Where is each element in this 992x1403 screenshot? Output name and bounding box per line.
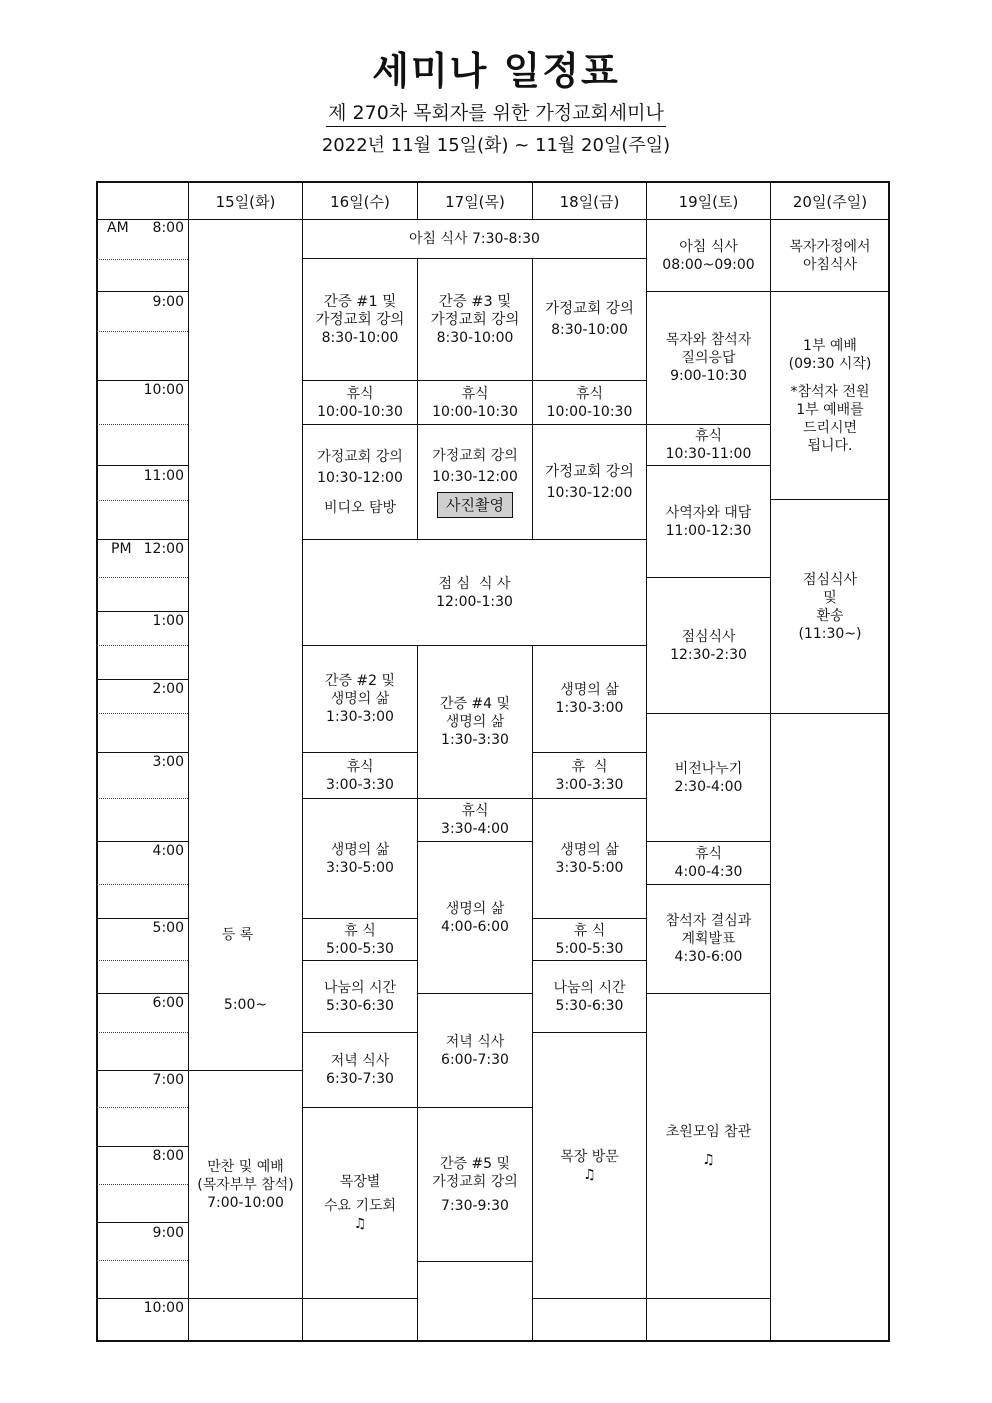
row-dotted-line (97, 1184, 188, 1185)
page-title: 세미나 일정표 (372, 49, 620, 93)
d17-s3-time: 1:30-3:30 (441, 732, 509, 748)
time-label: 9:00 (152, 1225, 184, 1241)
d19-s2-title: 사역자와 대담 (665, 504, 752, 521)
d16-s1-title1: 간증 #1 및 (323, 293, 397, 310)
music-icon: ♫ (583, 1166, 596, 1183)
welcome-dinner-label: 만찬 및 예배 (207, 1158, 284, 1175)
d16-break2-label: 휴식 (346, 758, 374, 775)
d17-s2-time: 10:30-12:00 (432, 468, 518, 485)
time-label: 8:00 (152, 220, 184, 236)
d19-session3 (647, 714, 770, 841)
d19-s2-time: 11:00-12:30 (665, 522, 752, 539)
row-line (302, 1298, 417, 1299)
d16-s3-time: 1:30-3:00 (326, 709, 394, 725)
d17-break2 (418, 799, 532, 841)
d17-s4-title: 생명의 삶 (445, 900, 505, 917)
d17-s4-time: 4:00-6:00 (441, 918, 509, 935)
d16-break1-label: 휴식 (346, 385, 374, 402)
row-line (646, 1298, 770, 1299)
row-dotted-line (97, 259, 188, 260)
d19-break1-time: 10:30-11:00 (665, 446, 752, 462)
d16-break3-label: 휴 식 (344, 922, 376, 939)
d18-cell-visit (533, 1033, 646, 1298)
d19-s3-time: 2:30-4:00 (674, 778, 743, 795)
d16-prayer (303, 1108, 417, 1298)
time-label: 4:00 (152, 843, 184, 859)
time-label: 3:00 (152, 754, 184, 770)
d16-s4-time: 3:30-5:00 (326, 859, 394, 876)
d16-session4 (303, 799, 417, 918)
d18-s4-title: 생명의 삶 (560, 841, 619, 858)
row-dotted-line (97, 884, 188, 885)
d16-sharing (303, 961, 417, 1032)
d18-s2-time: 10:30-12:00 (546, 484, 633, 501)
row-dotted-line (97, 500, 188, 501)
d20-worship-title: 1부 예배 (803, 337, 857, 354)
time-label: 1:00 (152, 613, 184, 629)
d18-s4-time: 3:30-5:00 (555, 859, 624, 876)
d19-s3-title: 비전나누기 (674, 760, 743, 777)
d20-lunch-l4: (11:30~) (798, 625, 862, 642)
d18-break2-time: 3:00-3:30 (555, 776, 624, 793)
time-label: 5:00 (152, 920, 184, 936)
d18-s2-title: 가정교회 강의 (545, 463, 634, 480)
d19-session2 (647, 466, 770, 577)
d18-break3-time: 5:00-5:30 (555, 940, 624, 957)
welcome-dinner-note: (목자부부 참석) (197, 1176, 294, 1193)
d18-s6-title: 목장 방문 (560, 1148, 619, 1165)
d16-session2 (303, 425, 417, 539)
d18-session4 (533, 799, 646, 918)
d16-s4-title: 생명의 삶 (330, 841, 390, 858)
d17-break1 (418, 381, 532, 424)
row-dotted-line (97, 1032, 188, 1033)
d16-s3-title2: 생명의 삶 (330, 691, 390, 707)
d20-note-2: 1부 예배를 (796, 401, 864, 418)
day-header-16: 16일(수) (330, 192, 390, 211)
time-label: 8:00 (152, 1148, 184, 1164)
d19-break2-time: 4:00-4:30 (674, 864, 743, 880)
d16-s5-title: 나눔의 시간 (323, 979, 397, 996)
d17-session4 (418, 842, 532, 993)
d20-breakfast-label1: 목자가정에서 (789, 238, 871, 255)
d19-break2 (647, 842, 770, 884)
d20-worship-time: (09:30 시작) (788, 355, 872, 372)
row-dotted-line (97, 1260, 188, 1261)
d18-break3-label: 휴 식 (573, 922, 606, 939)
row-line (97, 1298, 188, 1299)
d17-s3-title2: 생명의 삶 (445, 714, 505, 730)
music-icon: ♫ (702, 1152, 715, 1168)
d16-break3-time: 5:00-5:30 (326, 940, 394, 957)
d18-sharing (533, 961, 646, 1032)
row-dotted-line (97, 713, 188, 714)
d17-s3-title1: 간증 #4 및 (439, 696, 511, 712)
d18-session2 (533, 425, 646, 539)
music-icon: ♫ (353, 1216, 367, 1232)
d19-breakfast (647, 220, 770, 291)
d18-break2 (533, 753, 646, 798)
registration-cell (189, 900, 302, 1040)
row-line (97, 380, 188, 381)
photo-session-badge: 사진촬영 (437, 492, 513, 518)
date-range: 2022년 11월 15일(화) ~ 11월 20일(주일) (321, 135, 671, 156)
d20-breakfast-label2: 아침식사 (802, 256, 858, 273)
d20-breakfast (771, 220, 889, 291)
d19-s1-title1: 목자와 참석자 (665, 332, 752, 348)
row-line (97, 841, 188, 842)
d16-s2-time: 10:30-12:00 (317, 469, 403, 486)
lunch-cell (303, 540, 646, 645)
row-dotted-line (97, 577, 188, 578)
day-header-19: 19일(토) (678, 192, 739, 211)
d20-worship (771, 292, 889, 499)
d17-s1-time: 8:30-10:00 (436, 329, 514, 346)
row-line (188, 1298, 302, 1299)
d16-dinner (303, 1033, 417, 1107)
d20-lunch-l2: 및 (823, 589, 837, 606)
d16-s1-title2: 가정교회 강의 (315, 311, 405, 328)
d16-break3 (303, 919, 417, 960)
subtitle-text: 제 270차 목회자를 위한 가정교회세미나 (326, 102, 666, 127)
d18-session3 (533, 646, 646, 752)
lunch-label: 점 심 식 사 (438, 575, 511, 592)
d18-s3-title: 생명의 삶 (560, 682, 619, 698)
d19-s5-title: 초원모임 참관 (665, 1124, 752, 1140)
d19-break1-label: 휴식 (694, 428, 723, 444)
d18-break1 (533, 381, 646, 424)
d19-breakfast-time: 08:00~09:00 (662, 256, 755, 273)
time-label: 9:00 (152, 294, 184, 310)
d18-break1-label: 휴식 (575, 385, 604, 402)
time-label: 11:00 (143, 468, 184, 484)
d18-s3-time: 1:30-3:00 (555, 700, 624, 716)
row-dotted-line (97, 331, 188, 332)
d19-lunch (647, 578, 770, 713)
d20-note-4: 됩니다. (807, 437, 853, 454)
d17-break2-label: 휴식 (461, 803, 489, 819)
d17-s1-title1: 간증 #3 및 (438, 293, 512, 310)
time-label: 7:00 (152, 1072, 184, 1088)
am-label: AM (107, 220, 129, 236)
row-line (97, 752, 188, 753)
row-line (97, 291, 188, 292)
row-line (97, 679, 188, 680)
row-line (97, 611, 188, 612)
d19-break2-label: 휴식 (694, 846, 723, 862)
d19-break1 (647, 425, 770, 465)
welcome-dinner-time: 7:00-10:00 (207, 1194, 284, 1211)
day-header-15: 15일(화) (215, 192, 276, 211)
d20-lunch-l3: 환송 (816, 607, 844, 624)
d19-session4 (647, 885, 770, 993)
day-header-20: 20일(주일) (792, 192, 868, 211)
d16-session1 (303, 259, 417, 380)
d19-s1-title2: 질의응답 (681, 350, 736, 366)
time-label: 2:00 (152, 681, 184, 697)
d18-break2-label: 휴 식 (571, 758, 608, 775)
row-line (97, 539, 188, 540)
d18-session1 (533, 259, 646, 380)
d17-session1 (418, 259, 532, 380)
d17-break2-time: 3:30-4:00 (441, 821, 509, 837)
d17-break1-time: 10:00-10:30 (432, 403, 518, 420)
d17-break1-label: 휴식 (461, 385, 489, 402)
d18-break3 (533, 919, 646, 960)
row-dotted-line (97, 1107, 188, 1108)
d16-dinner-label: 저녁 식사 (330, 1053, 390, 1069)
day-header-18: 18일(금) (559, 192, 620, 211)
d18-break1-time: 10:00-10:30 (546, 403, 633, 420)
d17-session5 (418, 1108, 532, 1261)
pm-label: PM (111, 541, 132, 557)
d17-s5-time: 7:30-9:30 (441, 1197, 509, 1214)
d19-s4-title2: 계획발표 (681, 931, 736, 947)
d20-note-3: 드리시면 (802, 419, 858, 436)
d17-dinner-time: 6:00-7:30 (441, 1051, 509, 1068)
d17-s5-title1: 간증 #5 및 (439, 1155, 511, 1172)
d16-session3 (303, 646, 417, 752)
welcome-dinner-cell (189, 1071, 302, 1298)
d19-s1-time: 9:00-10:30 (670, 368, 747, 384)
d16-s6-title2: 수요 기도회 (323, 1198, 397, 1214)
breakfast-cell (303, 220, 646, 258)
d16-break2 (303, 753, 417, 798)
d19-session1 (647, 292, 770, 424)
page-subtitle (0, 98, 992, 125)
d19-lunch-time: 12:30-2:30 (670, 646, 747, 663)
time-label: 6:00 (152, 995, 184, 1011)
row-line (97, 465, 188, 466)
d16-s1-time: 8:30-10:00 (321, 329, 399, 346)
d19-grassland (647, 994, 770, 1298)
row-line (97, 918, 188, 919)
d17-s5-title2: 가정교회 강의 (432, 1173, 518, 1190)
row-dotted-line (97, 645, 188, 646)
lunch-time: 12:00-1:30 (436, 593, 513, 610)
d18-s5-title: 나눔의 시간 (553, 979, 626, 996)
d16-dinner-time: 6:30-7:30 (326, 1071, 394, 1087)
breakfast-label: 아침 식사 7:30-8:30 (409, 231, 540, 247)
registration-time: 5:00~ (223, 997, 268, 1013)
d17-s1-title2: 가정교회 강의 (430, 311, 520, 328)
d19-s4-time: 4:30-6:00 (674, 949, 743, 965)
d16-s2-extra: 비디오 탐방 (323, 499, 397, 516)
time-label: 12:00 (143, 541, 184, 557)
d20-note-1: *참석자 전원 (790, 383, 870, 400)
d17-session2 (418, 425, 532, 539)
d18-s1-time: 8:30-10:00 (551, 322, 628, 338)
d16-break2-time: 3:00-3:30 (326, 776, 394, 793)
d20-lunch (771, 500, 889, 713)
row-dotted-line (97, 960, 188, 961)
row-line (97, 1070, 188, 1071)
time-label: 10:00 (143, 382, 184, 398)
d19-breakfast-label: 아침 식사 (679, 238, 738, 255)
row-line (97, 1222, 188, 1223)
d17-dinner-label: 저녁 식사 (445, 1033, 505, 1050)
d16-s6-title1: 목장별 (339, 1174, 381, 1190)
row-line (417, 1261, 532, 1262)
d16-s5-time: 5:30-6:30 (326, 997, 394, 1014)
d16-break1-time: 10:00-10:30 (317, 403, 403, 420)
d16-break1 (303, 381, 417, 424)
day-header-17: 17일(목) (445, 192, 505, 211)
d18-s1-title: 가정교회 강의 (545, 301, 634, 317)
row-dotted-line (97, 798, 188, 799)
d19-lunch-label: 점심식사 (681, 628, 736, 645)
d16-s3-title1: 간증 #2 및 (324, 673, 396, 689)
d20-lunch-l1: 점심식사 (802, 571, 858, 588)
d19-s4-title1: 참석자 결심과 (665, 913, 752, 929)
d16-s2-title: 가정교회 강의 (317, 448, 403, 465)
row-line (97, 993, 188, 994)
registration-label: 등 록 (221, 927, 254, 943)
time-label: 10:00 (143, 1300, 184, 1316)
row-line (97, 1146, 188, 1147)
d17-dinner (418, 994, 532, 1107)
d17-session3 (418, 646, 532, 798)
d17-s2-title: 가정교회 강의 (432, 447, 518, 464)
row-line (532, 1298, 646, 1299)
row-dotted-line (97, 424, 188, 425)
d18-s5-time: 5:30-6:30 (555, 997, 624, 1014)
